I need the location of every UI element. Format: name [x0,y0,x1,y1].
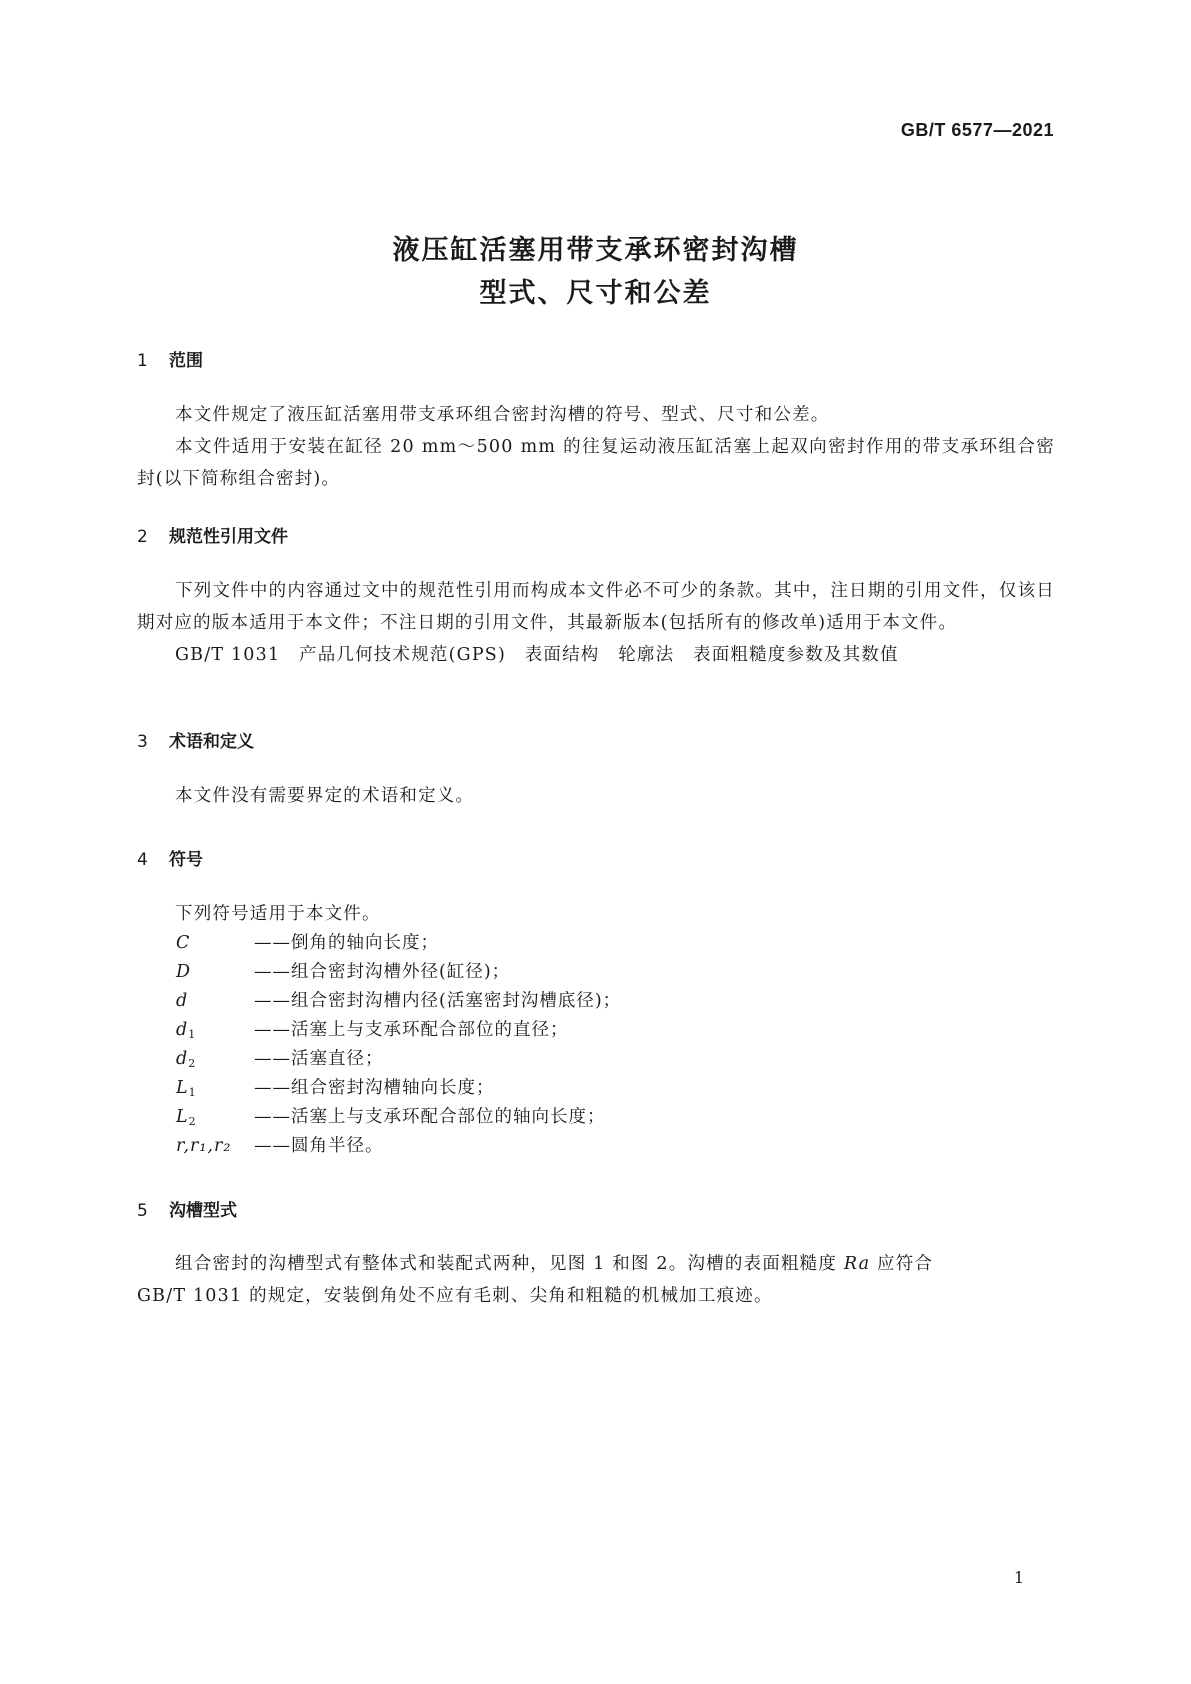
symbol-description: ——活塞上与支承环配合部位的轴向长度； [254,1107,606,1127]
symbol-row [176,957,510,987]
section-title: 符号 [169,850,203,870]
section-1-body [137,399,1055,495]
symbol-row [176,1131,384,1161]
symbol: C [176,933,191,953]
symbol-row [176,1044,384,1074]
paragraph: GB/T 1031 的规定，安装倒角处不应有毛刺、尖角和粗糙的机械加工痕迹。 [137,1286,773,1306]
symbol: $L_1$ [176,1078,197,1099]
symbol: r,r₁,r₂ [176,1136,232,1156]
section-3-body [137,780,1055,812]
section-title: 术语和定义 [169,732,254,752]
paragraph: 下列符号适用于本文件。 [175,904,381,924]
symbol-description: ——组合密封沟槽内径(活塞密封沟槽底径)； [254,991,622,1011]
paragraph: 下列文件中的内容通过文中的规范性引用而构成本文件必不可少的条款。其中，注日期的引用文件，仅该日期对应的版本适用于本文件；不注日期的引用文件，其最新版本(包括所有的修改单)适用于本文件。 [137,581,1055,633]
section-title: 范围 [169,351,203,371]
symbols-intro [137,898,1055,930]
symbol-description: ——组合密封沟槽轴向长度； [254,1078,495,1098]
paragraph: 本文件规定了液压缸活塞用带支承环组合密封沟槽的符号、型式、尺寸和公差。 [175,405,830,425]
section-heading-2 [137,522,288,547]
paragraph: 组合密封的沟槽型式有整体式和装配式两种，见图 1 和图 2。沟槽的表面粗糙度 Ra 应符合 [175,1254,934,1274]
reference-item: GB/T 1031 产品几何技术规范(GPS) 表面结构 轮廓法 表面粗糙度参数及其数值 [175,645,899,665]
section-title: 规范性引用文件 [169,527,288,547]
symbol: d [176,991,189,1011]
symbol-row [176,1102,606,1132]
symbol-description: ——活塞上与支承环配合部位的直径； [254,1020,569,1040]
symbol-row [176,1073,495,1103]
section-heading-5 [137,1196,237,1221]
document-title-line1: 液压缸活塞用带支承环密封沟槽 [392,235,799,266]
symbol-row [176,1015,569,1045]
section-heading-3 [137,727,254,752]
symbol: $d_1$ [176,1020,197,1041]
standard-code: GB/T 6577—2021 [900,120,1054,140]
section-heading-1 [137,346,203,371]
page-number: 1 [1013,1568,1024,1587]
symbol-description: ——倒角的轴向长度； [254,933,439,953]
document-title-line2: 型式、尺寸和公差 [479,278,712,309]
section-number: 4 [137,850,148,870]
section-title: 沟槽型式 [169,1201,237,1221]
symbol: $L_2$ [176,1107,197,1128]
section-number: 3 [137,732,148,752]
symbol-description: ——组合密封沟槽外径(缸径)； [254,962,511,982]
symbol: D [176,962,192,982]
section-5-body [137,1248,1055,1312]
section-number: 1 [137,351,148,371]
paragraph: 本文件没有需要界定的术语和定义。 [175,786,475,806]
symbol-description: ——圆角半径。 [254,1136,384,1156]
section-heading-4 [137,845,203,870]
section-number: 2 [137,527,148,547]
section-2-body [137,575,1055,671]
symbol-row [176,986,621,1016]
symbol-row [176,928,439,958]
symbol-description: ——活塞直径； [254,1049,384,1069]
paragraph: 本文件适用于安装在缸径 20 mm～500 mm 的往复运动液压缸活塞上起双向密封作用的带支承环组合密封(以下简称组合密封)。 [137,437,1055,489]
section-number: 5 [137,1201,148,1221]
symbol: $d_2$ [176,1049,197,1070]
